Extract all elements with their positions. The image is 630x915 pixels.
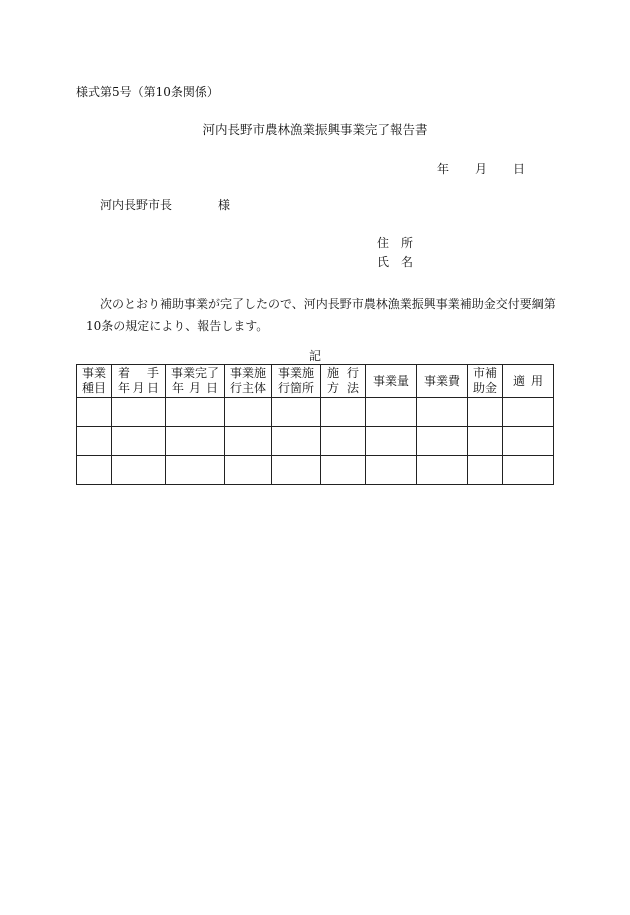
table-row	[77, 456, 554, 485]
header-shikou-houhou: 施 行 方 法	[321, 365, 366, 398]
table-cell[interactable]	[77, 456, 112, 485]
table-cell[interactable]	[417, 456, 468, 485]
table-cell[interactable]	[225, 398, 272, 427]
table-cell[interactable]	[272, 398, 321, 427]
table-cell[interactable]	[225, 427, 272, 456]
table-cell[interactable]	[166, 398, 225, 427]
document-title: 河内長野市農林漁業振興事業完了報告書	[202, 122, 428, 137]
ki-heading: 記	[308, 349, 321, 363]
table-cell[interactable]	[468, 398, 503, 427]
table-cell[interactable]	[225, 456, 272, 485]
table-cell[interactable]	[77, 398, 112, 427]
form-number: 様式第5号（第10条関係）	[76, 85, 219, 99]
date-day-label: 日	[513, 162, 526, 176]
header-kanryo: 事業完了 年 月 日	[166, 365, 225, 398]
addressee-name: 河内長野市長	[100, 198, 173, 212]
addressee-honorific: 様	[218, 198, 231, 212]
header-shikou-kasho: 事業施 行箇所	[272, 365, 321, 398]
table-cell[interactable]	[503, 456, 554, 485]
date-year-label: 年	[437, 162, 450, 176]
table-cell[interactable]	[112, 398, 166, 427]
sender-address-label: 住 所	[377, 236, 414, 250]
table-cell[interactable]	[366, 427, 417, 456]
report-table	[76, 364, 554, 485]
date-line	[437, 163, 525, 175]
table-cell[interactable]	[366, 398, 417, 427]
table-cell[interactable]	[468, 456, 503, 485]
sender-name-label: 氏 名	[377, 255, 414, 269]
table-row	[77, 398, 554, 427]
addressee	[100, 199, 230, 211]
table-cell[interactable]	[112, 456, 166, 485]
table-row	[77, 427, 554, 456]
table-cell[interactable]	[321, 427, 366, 456]
table-cell[interactable]	[77, 427, 112, 456]
table-cell[interactable]	[417, 427, 468, 456]
table-cell[interactable]	[166, 456, 225, 485]
table-cell[interactable]	[112, 427, 166, 456]
table-cell[interactable]	[321, 398, 366, 427]
table-cell[interactable]	[272, 456, 321, 485]
body-line-1: 次のとおり補助事業が完了したので、河内長野市農林漁業振興事業補助金交付要綱第	[100, 297, 556, 311]
header-chakushu: 着 手 年 月 日	[112, 365, 166, 398]
table-header-row	[77, 365, 554, 398]
table-cell[interactable]	[503, 427, 554, 456]
table-cell[interactable]	[468, 427, 503, 456]
date-month-label: 月	[475, 162, 488, 176]
header-tekiyo: 適 用	[503, 365, 554, 398]
body-text	[86, 293, 566, 337]
header-shikou-shutai: 事業施 行主体	[225, 365, 272, 398]
table-cell[interactable]	[272, 427, 321, 456]
table-cell[interactable]	[166, 427, 225, 456]
table-cell[interactable]	[503, 398, 554, 427]
header-jigyoryo: 事業量	[366, 365, 417, 398]
table-cell[interactable]	[366, 456, 417, 485]
table-cell[interactable]	[321, 456, 366, 485]
table-cell[interactable]	[417, 398, 468, 427]
header-jigyohi: 事業費	[417, 365, 468, 398]
header-jigyo-shumoku: 事業 種目	[77, 365, 112, 398]
header-shi-hojokin: 市補 助金	[468, 365, 503, 398]
body-line-2: 10条の規定により、報告します。	[86, 319, 269, 333]
